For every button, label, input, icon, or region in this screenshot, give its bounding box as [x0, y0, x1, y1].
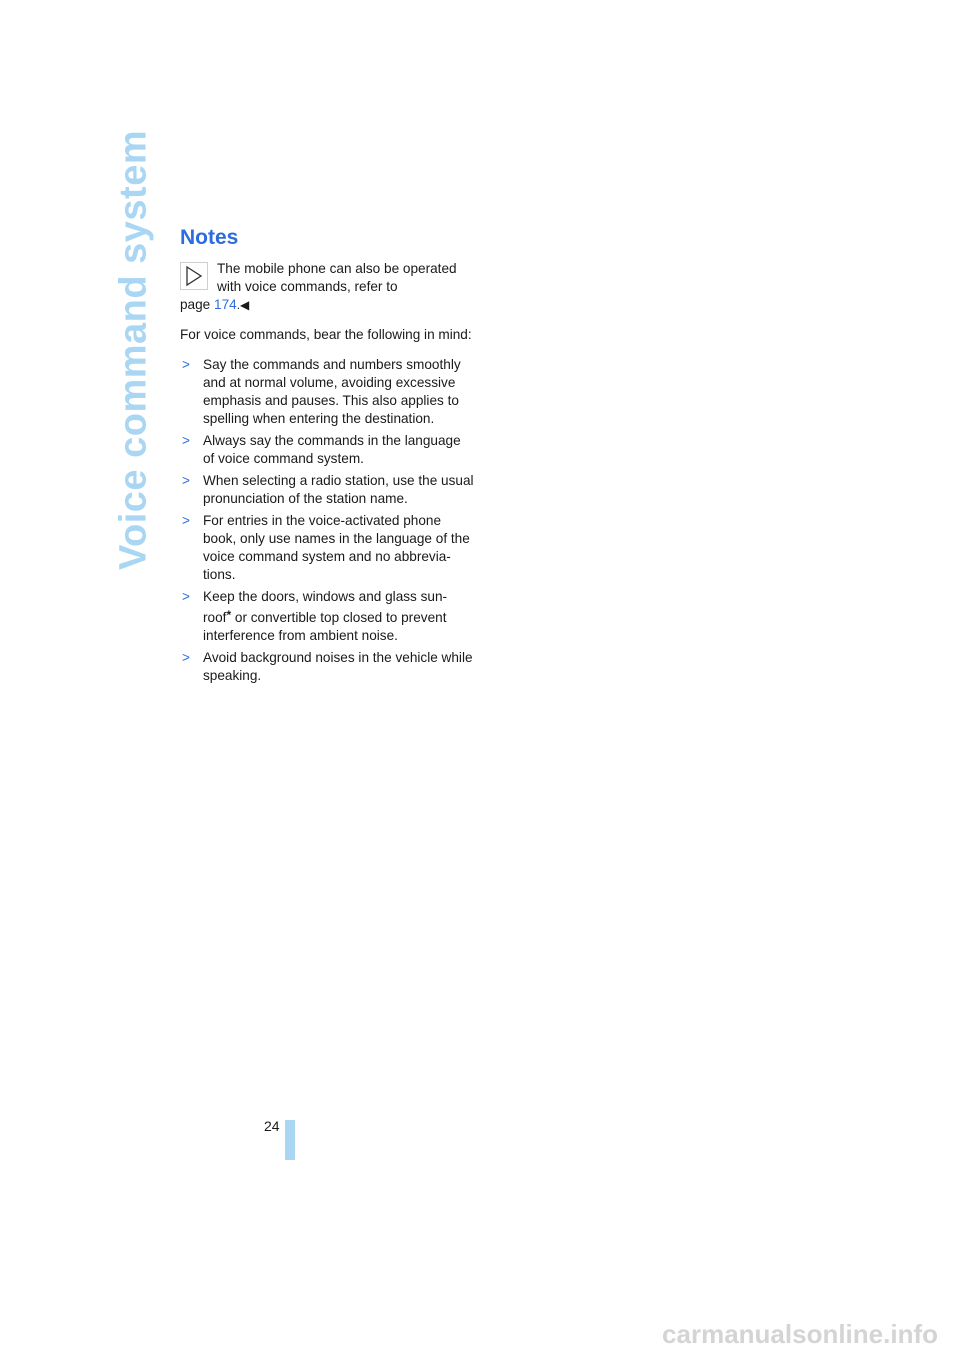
bullet-mark: >	[182, 650, 190, 665]
list-item-text: For entries in the voice-activated phone book, only use names in the language of the voice command system and no abbrevia-tions.	[203, 513, 470, 582]
list-item-text: Say the commands and numbers smoothly and at normal volume, avoiding excessive emphasis and pauses. This also applies to spelling when entering the destination.	[203, 357, 461, 426]
page-number: 24	[264, 1118, 280, 1134]
list-item-text-after: or convertible top closed to prevent interference from ambient noise.	[203, 610, 447, 643]
note-text-line2: with voice commands, refer to	[217, 279, 398, 294]
list-item	[180, 649, 475, 685]
bullet-mark: >	[182, 473, 190, 488]
list-item	[180, 432, 475, 468]
note-block	[180, 260, 475, 314]
bullet-mark: >	[182, 357, 190, 372]
page-link[interactable]: 174	[214, 297, 237, 312]
bullet-mark: >	[182, 589, 190, 604]
list-item-text: Avoid background noises in the vehicle while speaking.	[203, 650, 473, 683]
list-item-text: When selecting a radio station, use the usual pronunciation of the station name.	[203, 473, 474, 506]
end-mark: .◀	[236, 298, 250, 312]
page-tab-bar	[285, 1120, 295, 1160]
list-item	[180, 512, 475, 584]
list-item	[180, 588, 475, 645]
list-item	[180, 356, 475, 428]
chapter-side-title: Voice command system	[112, 129, 155, 570]
note-page-ref	[180, 296, 475, 314]
optional-equipment-star: *	[226, 608, 232, 622]
main-content	[180, 226, 475, 689]
notes-list	[180, 356, 475, 685]
section-heading: Notes	[180, 226, 239, 249]
list-item-text-before: Keep the doors, windows and glass sun-roof	[203, 589, 448, 625]
page-prefix: page	[180, 297, 215, 312]
intro-paragraph: For voice commands, bear the following in mind:	[180, 327, 472, 342]
watermark-text: carmanualsonline.info	[662, 1319, 938, 1349]
note-text-line1: The mobile phone can also be operated	[217, 261, 457, 276]
note-triangle-icon	[180, 262, 208, 290]
bullet-mark: >	[182, 513, 190, 528]
list-item-text: Always say the commands in the language of voice command system.	[203, 433, 461, 466]
bullet-mark: >	[182, 433, 190, 448]
list-item	[180, 472, 475, 508]
